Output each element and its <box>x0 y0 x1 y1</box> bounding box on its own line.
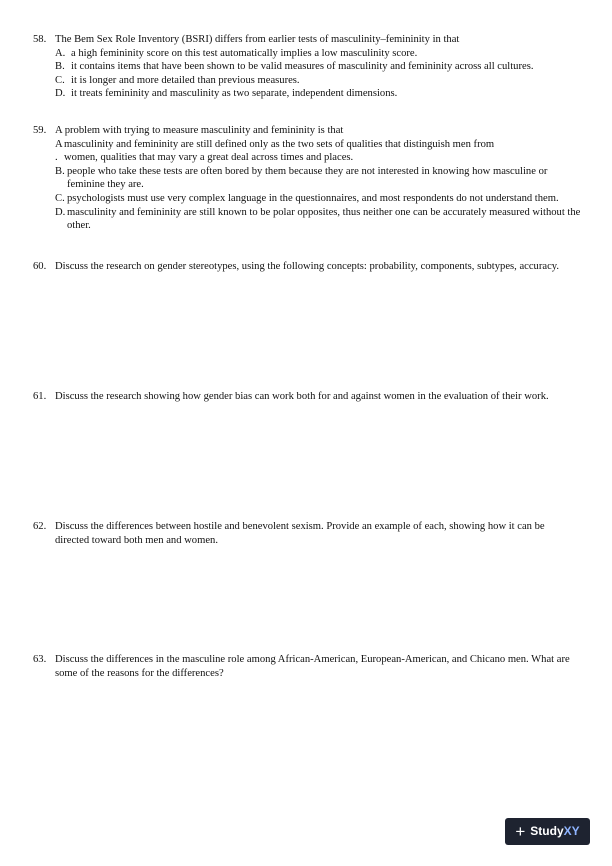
option-label: D. <box>55 88 66 100</box>
option-text: it treats femininity and masculinity as two separate, independent dimensions. <box>71 88 398 100</box>
question-text: Discuss the differences between hostile and benevolent sexism. Provide an example of each, showing how it can be directed toward both men and women. <box>55 521 545 546</box>
logo-suffix: XY <box>563 823 580 838</box>
option-text: it contains items that have been shown to be valid measures of masculinity and femininity across all cultures. <box>71 61 534 73</box>
question-63 <box>33 653 581 680</box>
option-label: A. <box>55 47 66 59</box>
option-label: . <box>55 152 58 164</box>
question-61 <box>33 390 581 404</box>
question-number: 62. <box>33 521 47 532</box>
question-number: 63. <box>33 654 47 665</box>
question-number: 61. <box>33 391 47 402</box>
question-text: Discuss the differences in the masculine role among African-American, European-American, and Chicano men. What are some of the reasons for the differences? <box>55 654 570 679</box>
option-label: B. <box>55 165 65 177</box>
option-text: it is longer and more detailed than previous measures. <box>71 74 300 86</box>
question-58 <box>33 33 581 101</box>
question-text: A problem with trying to measure masculinity and femininity is that <box>55 125 344 136</box>
option-text: masculinity and femininity are still known to be polar opposites, thus neither one can be accurately measured without the other. <box>67 206 581 232</box>
option-label: C. <box>55 192 65 204</box>
question-60 <box>33 260 581 274</box>
option-d <box>55 206 581 233</box>
option-text: women, qualities that may vary a great deal across times and places. <box>64 152 354 164</box>
option-a <box>55 47 581 61</box>
option-b <box>55 60 581 74</box>
option-label: A <box>55 138 63 150</box>
option-text: masculinity and femininity are still defined only as the two sets of qualities that distinguish men from <box>64 138 495 150</box>
logo-prefix: Study <box>530 823 564 838</box>
option-label: D. <box>55 206 66 218</box>
plus-icon: + <box>515 821 526 841</box>
option-text: a high femininity score on this test automatically implies a low masculinity score. <box>71 47 418 59</box>
question-number: 58. <box>33 34 47 45</box>
question-text: The Bem Sex Role Inventory (BSRI) differs from earlier tests of masculinity–femininity in that <box>55 34 460 45</box>
option-b <box>55 165 581 192</box>
question-text: Discuss the research on gender stereotypes, using the following concepts: probability, components, subtypes, accuracy. <box>55 261 560 272</box>
option-label: B. <box>55 61 65 73</box>
option-c <box>55 74 581 88</box>
option-text: people who take these tests are often bored by them because they are not interested in knowing how masculine or feminine they are. <box>67 165 548 191</box>
question-number: 59. <box>33 125 47 136</box>
question-number: 60. <box>33 261 47 272</box>
option-label: C. <box>55 74 65 86</box>
question-text: Discuss the research showing how gender bias can work both for and against women in the evaluation of their work. <box>55 391 549 402</box>
question-59 <box>33 124 581 233</box>
option-text: psychologists must use very complex language in the questionnaires, and most respondents do not understand them. <box>67 192 559 204</box>
option-a <box>55 138 581 152</box>
option-d <box>55 87 581 101</box>
studyxy-logo <box>505 818 590 845</box>
question-62 <box>33 520 581 547</box>
option-c <box>55 192 581 206</box>
option-a-continued <box>55 151 581 165</box>
